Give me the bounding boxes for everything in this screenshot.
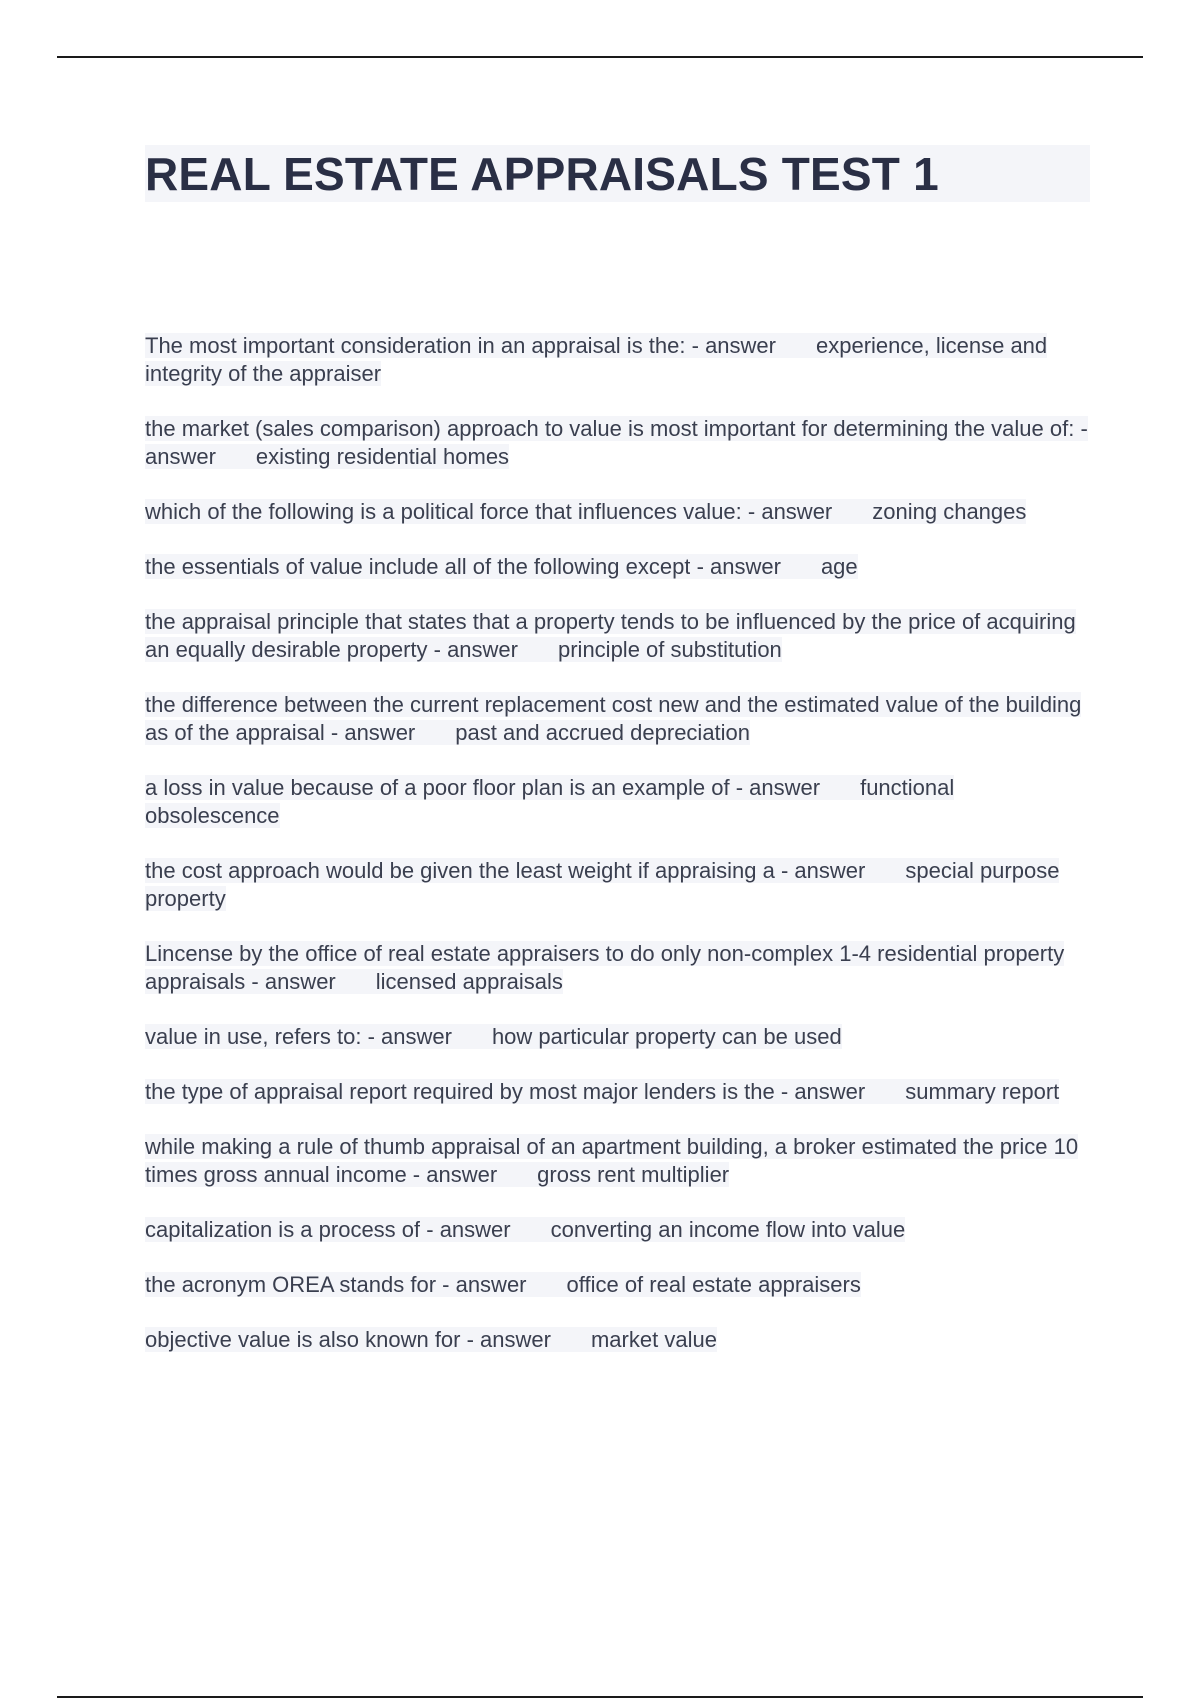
answer-text: gross rent multiplier [537, 1162, 730, 1187]
answer-marker: - answer [690, 554, 781, 579]
qa-text [145, 1079, 1059, 1104]
answer-text: zoning changes [872, 499, 1027, 524]
qa-item [145, 1133, 1090, 1189]
page-title: REAL ESTATE APPRAISALS TEST 1 [145, 147, 939, 200]
answer-marker: - answer [427, 637, 518, 662]
answer-text: functional obsolescence [145, 775, 955, 828]
qa-item [145, 1271, 1090, 1299]
answer-marker: - answer [685, 333, 776, 358]
question-text: value in use, refers to: [145, 1024, 362, 1049]
qa-text [145, 775, 954, 828]
qa-text [145, 554, 858, 579]
answer-marker: - answer [145, 416, 1088, 469]
qa-item [145, 553, 1090, 581]
footer-rule [57, 1696, 1143, 1698]
qa-item [145, 1023, 1090, 1051]
qa-item [145, 774, 1090, 830]
answer-text: office of real estate appraisers [566, 1272, 861, 1297]
answer-marker: - answer [420, 1217, 511, 1242]
qa-item [145, 498, 1090, 526]
question-text: the essentials of value include all of the following except [145, 554, 691, 579]
question-text: the acronym OREA stands for [145, 1272, 437, 1297]
question-text: the market (sales comparison) approach to value is most important for determining the value of: [145, 416, 1075, 441]
qa-item [145, 1078, 1090, 1106]
question-text: the appraisal principle that states that a property tends to be influenced by the price of acquiring an equally desirable property [145, 609, 1076, 662]
qa-text [145, 1327, 717, 1352]
qa-list [145, 332, 1090, 1381]
title-band [145, 145, 1090, 202]
question-text: the cost approach would be given the least weight if appraising a [145, 858, 775, 883]
qa-text [145, 333, 1047, 386]
answer-text: age [820, 554, 858, 579]
answer-marker: - answer [361, 1024, 452, 1049]
qa-item [145, 1326, 1090, 1354]
qa-item [145, 940, 1090, 996]
answer-marker: - answer [741, 499, 833, 524]
question-text: The most important consideration in an appraisal is the: [145, 333, 686, 358]
answer-marker: - answer [774, 1079, 866, 1104]
qa-item [145, 332, 1090, 388]
qa-item [145, 1216, 1090, 1244]
question-text: which of the following is a political force that influences value: [145, 499, 742, 524]
qa-text [145, 499, 1026, 524]
qa-text [145, 1217, 905, 1242]
qa-item [145, 608, 1090, 664]
answer-marker: - answer [729, 775, 821, 800]
qa-text [145, 1134, 1078, 1187]
qa-text [145, 416, 1088, 469]
qa-text [145, 1024, 842, 1049]
answer-text: converting an income flow into value [550, 1217, 906, 1242]
qa-item [145, 415, 1090, 471]
answer-marker: - answer [245, 969, 336, 994]
answer-marker: - answer [324, 720, 416, 745]
question-text: capitalization is a process of [145, 1217, 421, 1242]
qa-text [145, 941, 1064, 994]
answer-text: market value [590, 1327, 717, 1352]
answer-marker: - answer [406, 1162, 498, 1187]
document-page [145, 145, 1090, 1381]
qa-item [145, 857, 1090, 913]
question-text: a loss in value because of a poor floor plan is an example of [145, 775, 730, 800]
answer-text: summary report [905, 1079, 1060, 1104]
answer-marker: - answer [436, 1272, 527, 1297]
qa-text [145, 609, 1076, 662]
question-text: the difference between the current replacement cost new and the estimated value of the building as of the appraisal [145, 692, 1082, 745]
answer-marker: - answer [460, 1327, 551, 1352]
answer-text: past and accrued depreciation [455, 720, 751, 745]
qa-text [145, 692, 1081, 745]
answer-text: existing residential homes [255, 444, 510, 469]
header-rule [57, 56, 1143, 58]
answer-marker: - answer [774, 858, 866, 883]
answer-text: principle of substitution [558, 637, 782, 662]
answer-text: licensed appraisals [375, 969, 563, 994]
answer-text: special purpose property [145, 858, 1060, 911]
question-text: Lincense by the office of real estate appraisers to do only non-complex 1-4 residential property appraisals [145, 941, 1065, 994]
answer-text: how particular property can be used [491, 1024, 842, 1049]
qa-item [145, 691, 1090, 747]
qa-text [145, 858, 1059, 911]
question-text: while making a rule of thumb appraisal of an apartment building, a broker estimated the price 10 times gross annual income [145, 1134, 1079, 1187]
question-text: objective value is also known for [145, 1327, 461, 1352]
question-text: the type of appraisal report required by most major lenders is the [145, 1079, 775, 1104]
answer-text: experience, license and integrity of the appraiser [145, 333, 1048, 386]
qa-text [145, 1272, 861, 1297]
